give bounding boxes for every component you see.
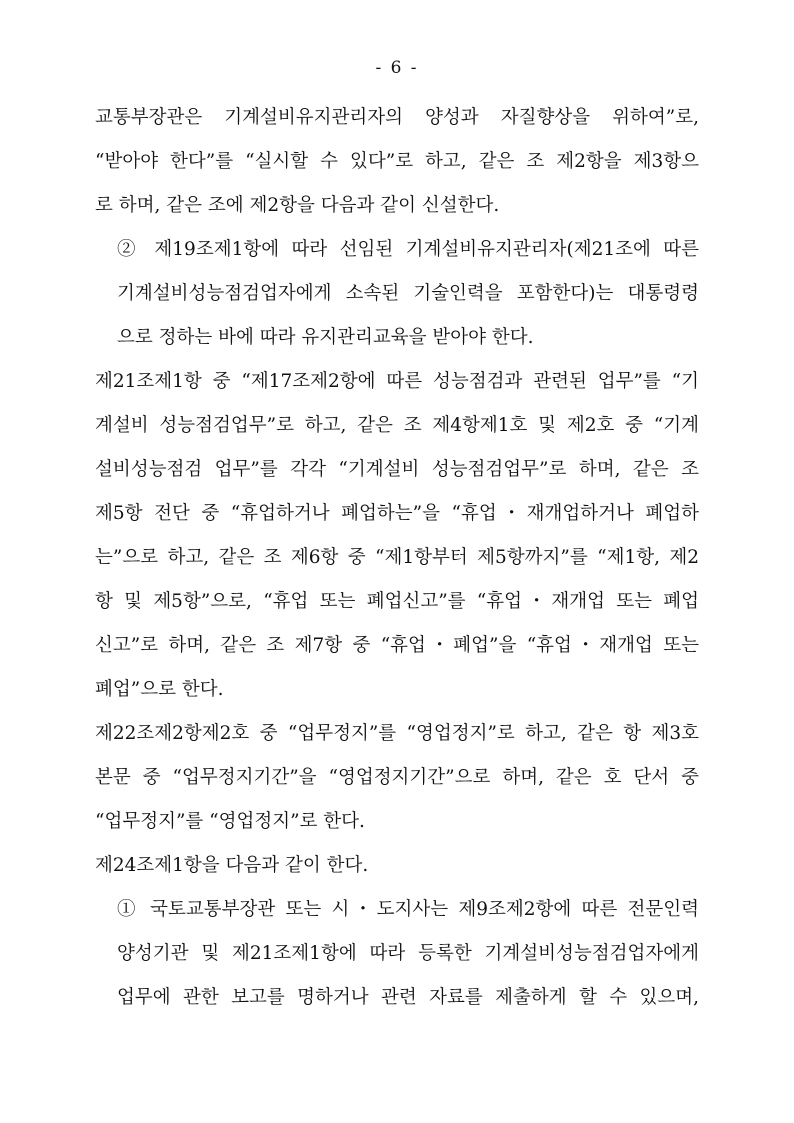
text-line: 제5항 전단 중 “휴업하거나 폐업하는”을 “휴업・재개업하거나 폐업하: [95, 503, 699, 524]
clause-line: ② 제19조제1항에 따라 선임된 기계설비유지관리자(제21조에 따른: [117, 239, 699, 260]
text-line: 설비성능점검 업무”를 각각 “기계설비 성능점검업무”로 하며, 같은 조: [95, 459, 699, 480]
text-line: 계설비 성능점검업무”로 하고, 같은 조 제4항제1호 및 제2호 중 “기계: [95, 415, 699, 436]
clause-line: 기계설비성능점검업자에게 소속된 기술인력을 포함한다)는 대통령령: [117, 283, 699, 304]
text-line: 신고”로 하며, 같은 조 제7항 중 “휴업・폐업”을 “휴업・재개업 또는: [95, 635, 699, 656]
clause-line: 양성기관 및 제21조제1항에 따라 등록한 기계설비성능점검업자에게: [117, 943, 699, 964]
text-line: 로 하며, 같은 조에 제2항을 다음과 같이 신설한다.: [95, 195, 500, 216]
clause-line: 업무에 관한 보고를 명하거나 관련 자료를 제출하게 할 수 있으며,: [117, 987, 699, 1008]
text-line: 제24조제1항을 다음과 같이 한다.: [95, 855, 369, 876]
text-line: 본문 중 “업무정지기간”을 “영업정지기간”으로 하며, 같은 호 단서 중: [95, 767, 699, 788]
text-line: 교통부장관은 기계설비유지관리자의 양성과 자질향상을 위하여”로,: [95, 107, 699, 128]
text-line: 항 및 제5항”으로, “휴업 또는 폐업신고”를 “휴업・재개업 또는 폐업: [95, 591, 699, 612]
clause-line: ① 국토교통부장관 또는 시・도지사는 제9조제2항에 따른 전문인력: [117, 899, 699, 920]
text-line: 폐업”으로 한다.: [95, 679, 224, 700]
text-line: 제22조제2항제2호 중 “업무정지”를 “영업정지”로 하고, 같은 항 제3호: [95, 723, 699, 744]
clause-line: 으로 정하는 바에 따라 유지관리교육을 받아야 한다.: [117, 327, 534, 348]
page-number: - 6 -: [375, 58, 419, 78]
text-line: “업무정지”를 “영업정지”로 한다.: [95, 811, 365, 832]
text-line: 제21조제1항 중 “제17조제2항에 따른 성능점검과 관련된 업무”를 “기: [95, 371, 699, 392]
text-line: “받아야 한다”를 “실시할 수 있다”로 하고, 같은 조 제2항을 제3항으: [95, 151, 699, 172]
text-line: 는”으로 하고, 같은 조 제6항 중 “제1항부터 제5항까지”를 “제1항, 제2: [95, 547, 699, 568]
